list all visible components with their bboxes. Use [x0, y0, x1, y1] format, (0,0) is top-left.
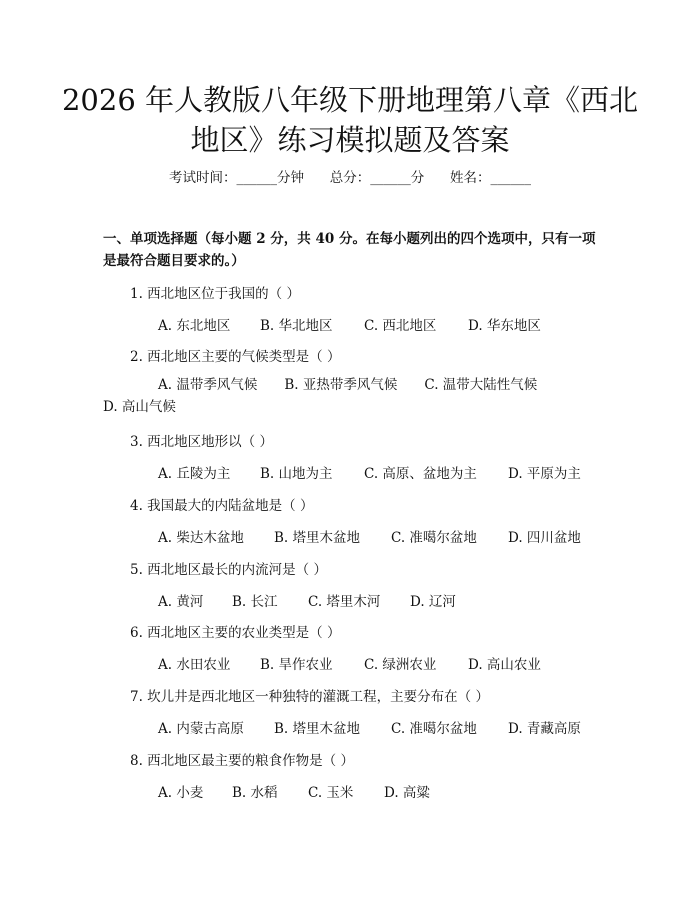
option-d: D. 高山农业 [468, 657, 541, 673]
question-stem: 4. 我国最大的内陆盆地是（ ） [130, 498, 314, 514]
option-b: B. 旱作农业 [260, 657, 333, 673]
option-c: C. 温带大陆性气候 [424, 377, 538, 393]
option-c: C. 塔里木河 [308, 594, 381, 610]
option-c: C. 高原、盆地为主 [364, 466, 477, 482]
option-b: B. 水稻 [232, 785, 278, 801]
question-options [158, 717, 581, 737]
document-title: 2026 年人教版八年级下册地理第八章《西北地区》练习模拟题及答案 [61, 83, 639, 157]
option-d: D. 平原为主 [508, 466, 581, 482]
option-b: B. 山地为主 [260, 466, 333, 482]
question-options [158, 314, 541, 334]
question-options [158, 653, 541, 673]
question-options [158, 781, 430, 801]
option-b: B. 华北地区 [260, 318, 333, 334]
option-a: A. 东北地区 [158, 318, 231, 334]
question-stem: 6. 西北地区主要的农业类型是（ ） [130, 625, 341, 641]
option-a: A. 黄河 [158, 594, 204, 610]
question-stem: 2. 西北地区主要的气候类型是（ ） [130, 349, 341, 365]
option-b: B. 长江 [232, 594, 278, 610]
option-d: D. 高粱 [384, 785, 430, 801]
option-a: A. 柴达木盆地 [158, 530, 244, 546]
question-stem: 3. 西北地区地形以（ ） [130, 434, 273, 450]
option-a: A. 丘陵为主 [158, 466, 231, 482]
option-c: C. 绿洲农业 [364, 657, 437, 673]
option-d: D. 四川盆地 [508, 530, 581, 546]
question-stem: 5. 西北地区最长的内流河是（ ） [130, 562, 327, 578]
question-stem: 8. 西北地区最主要的粮食作物是（ ） [130, 753, 354, 769]
question-stem: 7. 坎儿井是西北地区一种独特的灌溉工程，主要分布在（ ） [130, 689, 489, 705]
option-c: C. 玉米 [308, 785, 354, 801]
option-b: B. 塔里木盆地 [274, 530, 361, 546]
section-heading: 一、单项选择题（每小题 2 分，共 40 分。在每小题列出的四个选项中，只有一项是最符合题目要求的。） [103, 231, 596, 269]
option-a: A. 水田农业 [158, 657, 231, 673]
option-a: A. 温带季风气候 [158, 377, 258, 393]
option-a: A. 小麦 [158, 785, 204, 801]
option-a: A. 内蒙古高原 [158, 721, 244, 737]
option-c: C. 准噶尔盆地 [391, 530, 477, 546]
option-c: C. 准噶尔盆地 [391, 721, 477, 737]
option-d: D. 华东地区 [468, 318, 541, 334]
question-options [103, 374, 598, 418]
option-d: D. 青藏高原 [508, 721, 581, 737]
option-d: D. 高山气候 [103, 399, 176, 415]
question-stem: 1. 西北地区位于我国的（ ） [130, 286, 300, 302]
question-options [158, 590, 456, 610]
question-options [158, 526, 581, 546]
option-d: D. 辽河 [410, 594, 456, 610]
exam-info-line: 考试时间：______分钟 总分：______分 姓名：______ [169, 170, 531, 186]
option-c: C. 西北地区 [364, 318, 437, 334]
option-b: B. 塔里木盆地 [274, 721, 361, 737]
question-options [158, 462, 581, 482]
option-b: B. 亚热带季风气候 [284, 377, 398, 393]
